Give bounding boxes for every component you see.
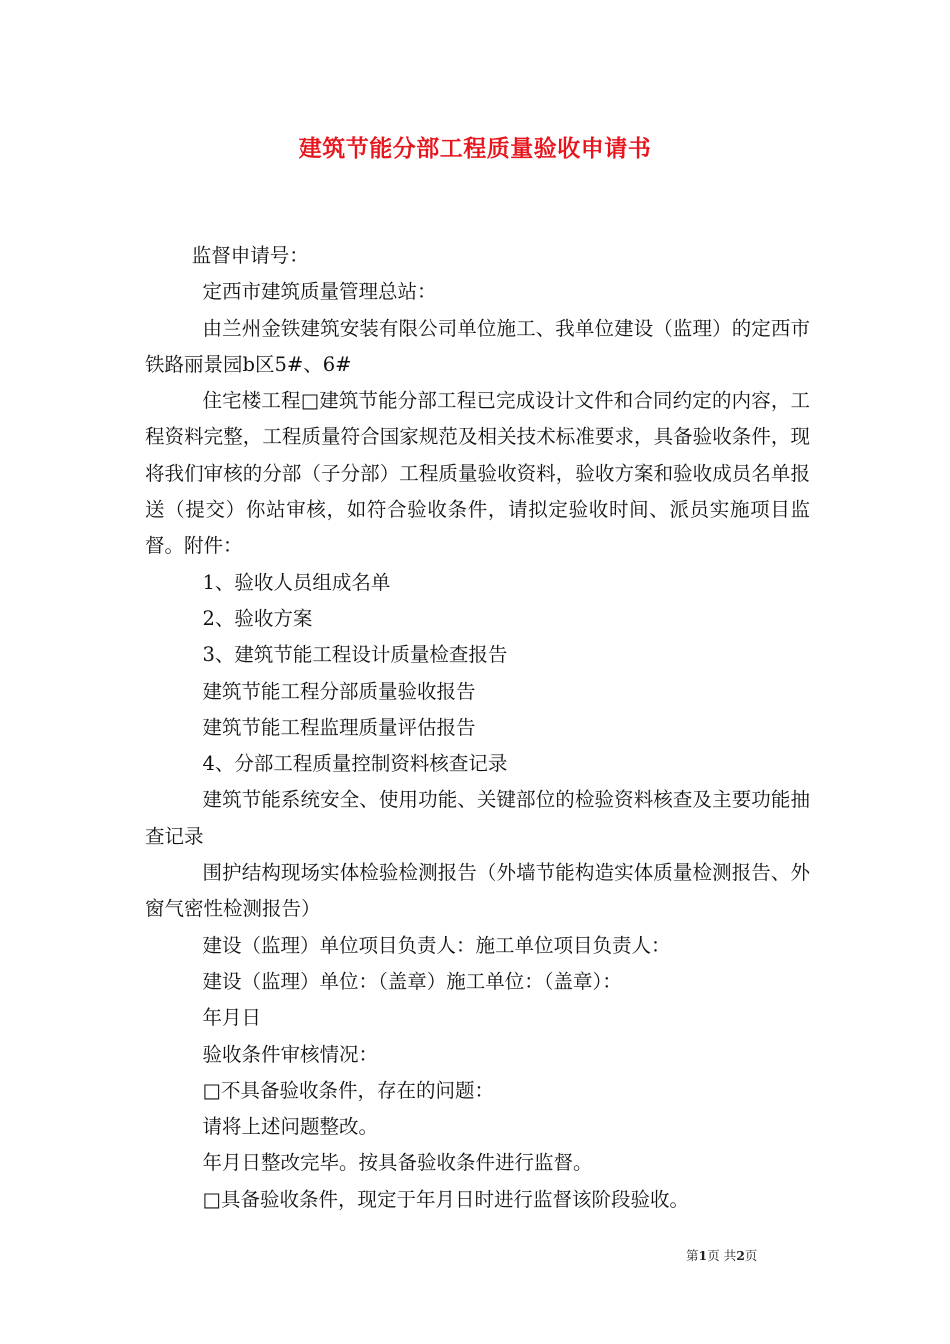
paragraph-seal-units: 建设（监理）单位：（盖章）施工单位：（盖章）：: [202, 969, 622, 993]
attachment-item: 围护结构现场实体检验检测报告（外墙节能构造实体质量检测报告、外窗气密性检测报告）: [145, 861, 810, 921]
footer-suffix: 页: [744, 1248, 758, 1263]
attachment-item: 建筑节能系统安全、使用功能、关键部位的检验资料核查及主要功能抽查记录: [145, 788, 810, 848]
attachment-item: 建筑节能工程监理质量评估报告: [202, 715, 476, 739]
attachment-item: 1、验收人员组成名单: [202, 570, 391, 594]
document-title: 建筑节能分部工程质量验收申请书: [298, 135, 652, 162]
paragraph-rectify: 请将上述问题整改。: [202, 1115, 379, 1139]
attachment-item: 3、建筑节能工程设计质量检查报告: [202, 643, 508, 667]
footer-page-number: 1: [698, 1248, 708, 1263]
paragraph-qualified: □具备验收条件，现定于年月日时进行监督该阶段验收。: [202, 1187, 689, 1211]
footer-middle: 页 共: [707, 1248, 737, 1263]
paragraph-main-statement: 住宅楼工程□建筑节能分部工程已完成设计文件和合同约定的内容，工程资料完整，工程质量符合国家规范及相关技术标准要求，具备验收条件，现将我们审核的分部（子分部）工程质量验收资料，验收方案和验收成员名单报送（提交）你站审核，如符合验收条件，请拟定验收时间、派员实施项目监督。附件：: [145, 389, 810, 558]
paragraph-date: 年月日: [202, 1006, 262, 1030]
page-footer: [686, 1248, 826, 1264]
paragraph-not-qualified: □不具备验收条件，存在的问题：: [202, 1078, 494, 1102]
attachment-item: 2、验收方案: [202, 606, 313, 630]
attachment-item: 建筑节能工程分部质量验收报告: [202, 679, 476, 703]
paragraph-application-number: 监督申请号：: [191, 244, 309, 267]
paragraph-review-heading: 验收条件审核情况：: [202, 1042, 379, 1066]
footer-total-pages: 2: [736, 1248, 745, 1263]
attachment-item: 4、分部工程质量控制资料核查记录: [202, 752, 508, 776]
paragraph-addressee: 定西市建筑质量管理总站：: [202, 280, 437, 304]
paragraph-rectify-complete: 年月日整改完毕。按具备验收条件进行监督。: [202, 1151, 593, 1175]
footer-prefix: 第: [686, 1248, 699, 1263]
document-body: [145, 238, 810, 1218]
paragraph-responsible-persons: 建设（监理）单位项目负责人：施工单位项目负责人：: [202, 933, 671, 957]
paragraph-contractor: 由兰州金铁建筑安装有限公司单位施工、我单位建设（监理）的定西市铁路丽景园b区5#、6#: [145, 316, 810, 376]
